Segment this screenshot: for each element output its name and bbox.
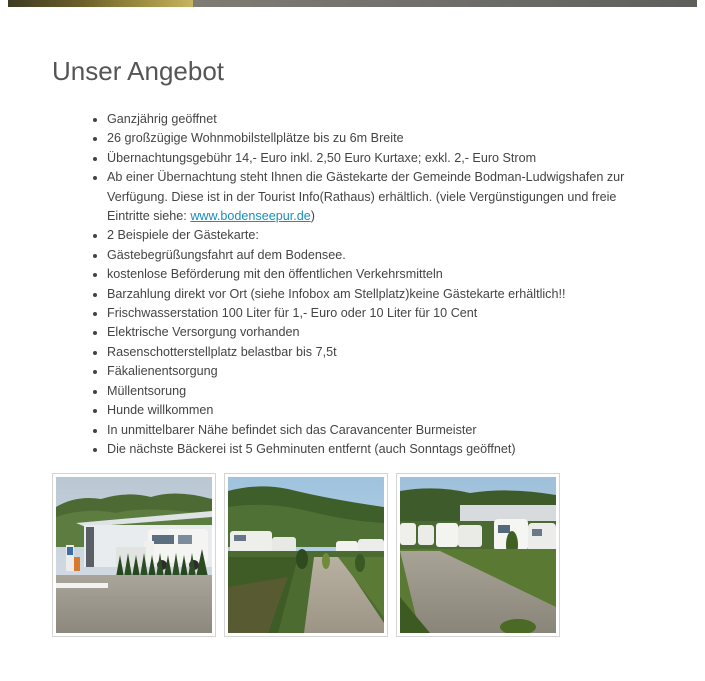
list-item-guest-card	[107, 168, 647, 226]
list-item: • Barzahlung direkt vor Ort (siehe Infobox am Stellplatz)keine Gästekarte erhältlich!!	[107, 285, 647, 304]
list-item: • Gästebegrüßungsfahrt auf dem Bodensee.	[107, 246, 647, 265]
page-title: Unser Angebot	[52, 56, 225, 86]
list-item: • Übernachtungsgebühr 14,- Euro inkl. 2,50 Euro Kurtaxe; exkl. 2,- Euro Strom	[107, 149, 647, 168]
guest-card-text: Ab einer Übernachtung steht Ihnen die Gästekarte der Gemeinde Bodman-Ludwigshafen zur Verfügung. Diese ist in der Tourist Info(Rathaus) erhältlich. (viele Vergünstigungen und freie Eintritte siehe:	[107, 170, 625, 224]
gallery-thumb-1[interactable]	[52, 473, 216, 637]
list-item: • In unmittelbarer Nähe befindet sich das Caravancenter Burmeister	[107, 421, 647, 440]
list-item: • Müllentsorung	[107, 382, 647, 401]
top-banner-image	[8, 0, 697, 7]
list-item: • Rasenschotterstellplatz belastbar bis 7,5t	[107, 343, 647, 362]
gallery-thumb-2[interactable]	[224, 473, 388, 637]
gallery-thumb-3[interactable]	[396, 473, 560, 637]
list-item: • Elektrische Versorgung vorhanden	[107, 323, 647, 342]
guest-card-text-end: )	[310, 209, 315, 224]
list-item: • 26 großzügige Wohnmobilstellplätze bis zu 6m Breite	[107, 129, 647, 148]
banner-right-image	[193, 0, 697, 7]
banner-left-image	[8, 0, 193, 7]
photo-gallery	[52, 473, 560, 637]
campsite-entrance-photo	[56, 477, 212, 633]
list-item: • Ganzjährig geöffnet	[107, 110, 647, 129]
offer-list	[90, 110, 647, 459]
list-item: • 2 Beispiele der Gästekarte:	[107, 226, 647, 245]
campsite-motorhome-row-photo	[400, 477, 556, 633]
list-item: • Fäkalienentsorgung	[107, 362, 647, 381]
bodenseepur-link[interactable]: www.bodenseepur.de	[190, 209, 311, 224]
list-item: • Frischwasserstation 100 Liter für 1,- Euro oder 10 Liter für 10 Cent	[107, 304, 647, 323]
list-item: • Die nächste Bäckerei ist 5 Gehminuten entfernt (auch Sonntags geöffnet)	[107, 440, 647, 459]
list-item: • kostenlose Beförderung mit den öffentlichen Verkehrsmitteln	[107, 265, 647, 284]
list-item: • Hunde willkommen	[107, 401, 647, 420]
campsite-gravel-path-photo	[228, 477, 384, 633]
